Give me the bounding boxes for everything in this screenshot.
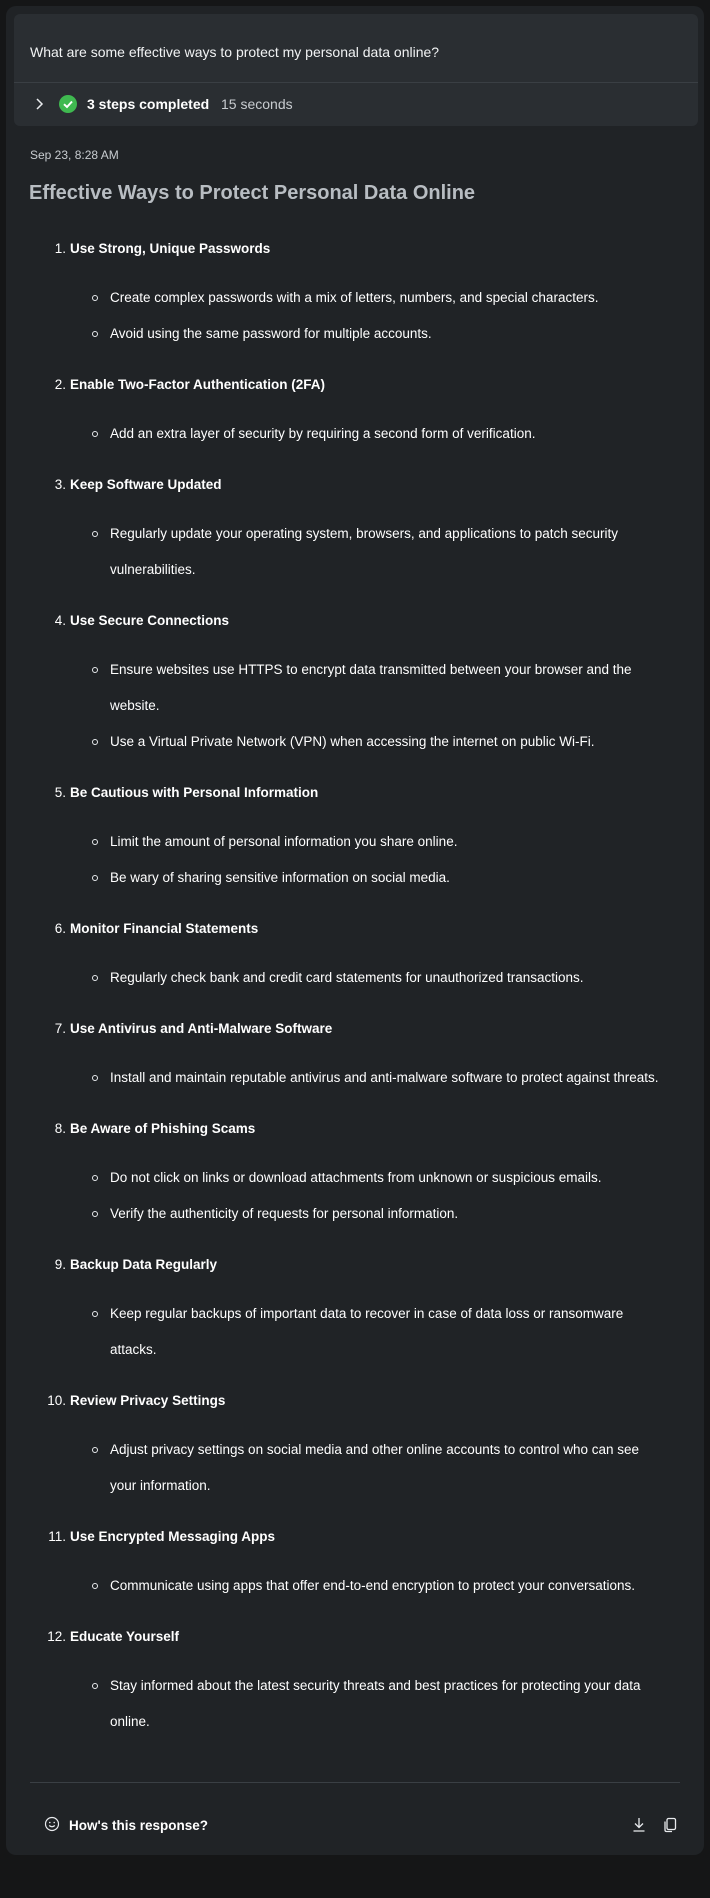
bullet-icon <box>92 1447 98 1453</box>
bullet-icon <box>92 975 98 981</box>
bullet-icon <box>92 431 98 437</box>
steps-summary-toggle[interactable] <box>14 83 698 126</box>
steps-completed-label: 3 steps completed <box>87 96 210 112</box>
list-item-title: Keep Software Updated <box>70 477 222 492</box>
list-subitem: your information. <box>110 1478 211 1493</box>
list-item-number: 3. <box>54 477 66 492</box>
list-subitem: Communicate using apps that offer end-to-end encryption to protect your conversations. <box>110 1578 636 1593</box>
bullet-icon <box>92 875 98 881</box>
list-item-number: 9. <box>54 1257 66 1272</box>
list-item-number: 8. <box>54 1121 66 1136</box>
list-item-number: 10. <box>47 1393 66 1408</box>
list-item-title: Use Secure Connections <box>70 613 230 628</box>
list-item-title: Educate Yourself <box>70 1629 180 1644</box>
list-subitem: Avoid using the same password for multiple accounts. <box>110 326 432 341</box>
list-item-number: 4. <box>54 613 66 628</box>
bullet-icon <box>92 1211 98 1217</box>
answer-title: Effective Ways to Protect Personal Data Online <box>29 182 476 204</box>
list-subitem: Stay informed about the latest security threats and best practices for protecting your data <box>110 1678 641 1693</box>
response-timestamp: Sep 23, 8:28 AM <box>30 148 119 162</box>
bullet-icon <box>92 1311 98 1317</box>
check-circle-icon <box>59 95 77 113</box>
bullet-icon <box>92 1175 98 1181</box>
list-subitem: Be wary of sharing sensitive information on social media. <box>110 870 450 885</box>
list-item-number: 12. <box>47 1629 66 1644</box>
list-subitem: Do not click on links or download attachments from unknown or suspicious emails. <box>110 1170 602 1185</box>
list-item-number: 7. <box>54 1021 66 1036</box>
list-subitem: website. <box>110 698 160 713</box>
list-subitem: online. <box>110 1714 150 1729</box>
list-subitem: Ensure websites use HTTPS to encrypt data transmitted between your browser and the <box>110 662 632 677</box>
feedback-button[interactable]: How's this response? <box>69 1818 208 1833</box>
chevron-right-icon[interactable] <box>32 97 46 111</box>
list-item-title: Use Strong, Unique Passwords <box>70 241 271 256</box>
list-item-number: 11. <box>48 1529 66 1544</box>
bullet-icon <box>92 295 98 301</box>
list-subitem: Install and maintain reputable antivirus and anti-malware software to protect against threats. <box>110 1070 659 1085</box>
list-item-title: Review Privacy Settings <box>70 1393 226 1408</box>
list-item-title: Enable Two-Factor Authentication (2FA) <box>70 377 326 392</box>
list-item-number: 2. <box>54 377 66 392</box>
bullet-icon <box>92 739 98 745</box>
copy-icon[interactable] <box>661 1816 679 1834</box>
smiley-icon[interactable] <box>44 1816 60 1832</box>
list-item-title: Use Antivirus and Anti-Malware Software <box>70 1021 333 1036</box>
bullet-icon <box>92 839 98 845</box>
query-text: What are some effective ways to protect my personal data online? <box>30 44 440 60</box>
bullet-icon <box>92 1583 98 1589</box>
list-subitem: Keep regular backups of important data to recover in case of data loss or ransomware <box>110 1306 624 1321</box>
bullet-icon <box>92 1075 98 1081</box>
bullet-icon <box>92 331 98 337</box>
bullet-icon <box>92 667 98 673</box>
list-item-number: 5. <box>54 785 66 800</box>
list-subitem: Verify the authenticity of requests for personal information. <box>110 1206 459 1221</box>
list-item-title: Backup Data Regularly <box>70 1257 218 1272</box>
query-card <box>14 14 698 126</box>
bullet-icon <box>92 1683 98 1689</box>
list-subitem: Add an extra layer of security by requiring a second form of verification. <box>110 426 536 441</box>
list-subitem: Regularly update your operating system, browsers, and applications to patch security <box>110 526 619 541</box>
list-subitem: attacks. <box>110 1342 157 1357</box>
list-subitem: Regularly check bank and credit card statements for unauthorized transactions. <box>110 970 584 985</box>
list-subitem: Limit the amount of personal information you share online. <box>110 834 458 849</box>
list-subitem: Create complex passwords with a mix of letters, numbers, and special characters. <box>110 290 599 305</box>
list-item-number: 1. <box>54 241 66 256</box>
list-item-title: Use Encrypted Messaging Apps <box>70 1529 276 1544</box>
steps-duration: 15 seconds <box>221 96 293 112</box>
list-subitem: vulnerabilities. <box>110 562 196 577</box>
footer-divider <box>30 1782 680 1783</box>
list-item-title: Be Cautious with Personal Information <box>70 785 319 800</box>
list-item-title: Monitor Financial Statements <box>70 921 259 936</box>
download-icon[interactable] <box>630 1816 648 1834</box>
list-subitem: Use a Virtual Private Network (VPN) when accessing the internet on public Wi-Fi. <box>110 734 595 749</box>
list-item-title: Be Aware of Phishing Scams <box>70 1121 256 1136</box>
list-item-number: 6. <box>54 921 66 936</box>
list-subitem: Adjust privacy settings on social media and other online accounts to control who can see <box>110 1442 640 1457</box>
bullet-icon <box>92 531 98 537</box>
chat-response-panel <box>6 6 704 1855</box>
